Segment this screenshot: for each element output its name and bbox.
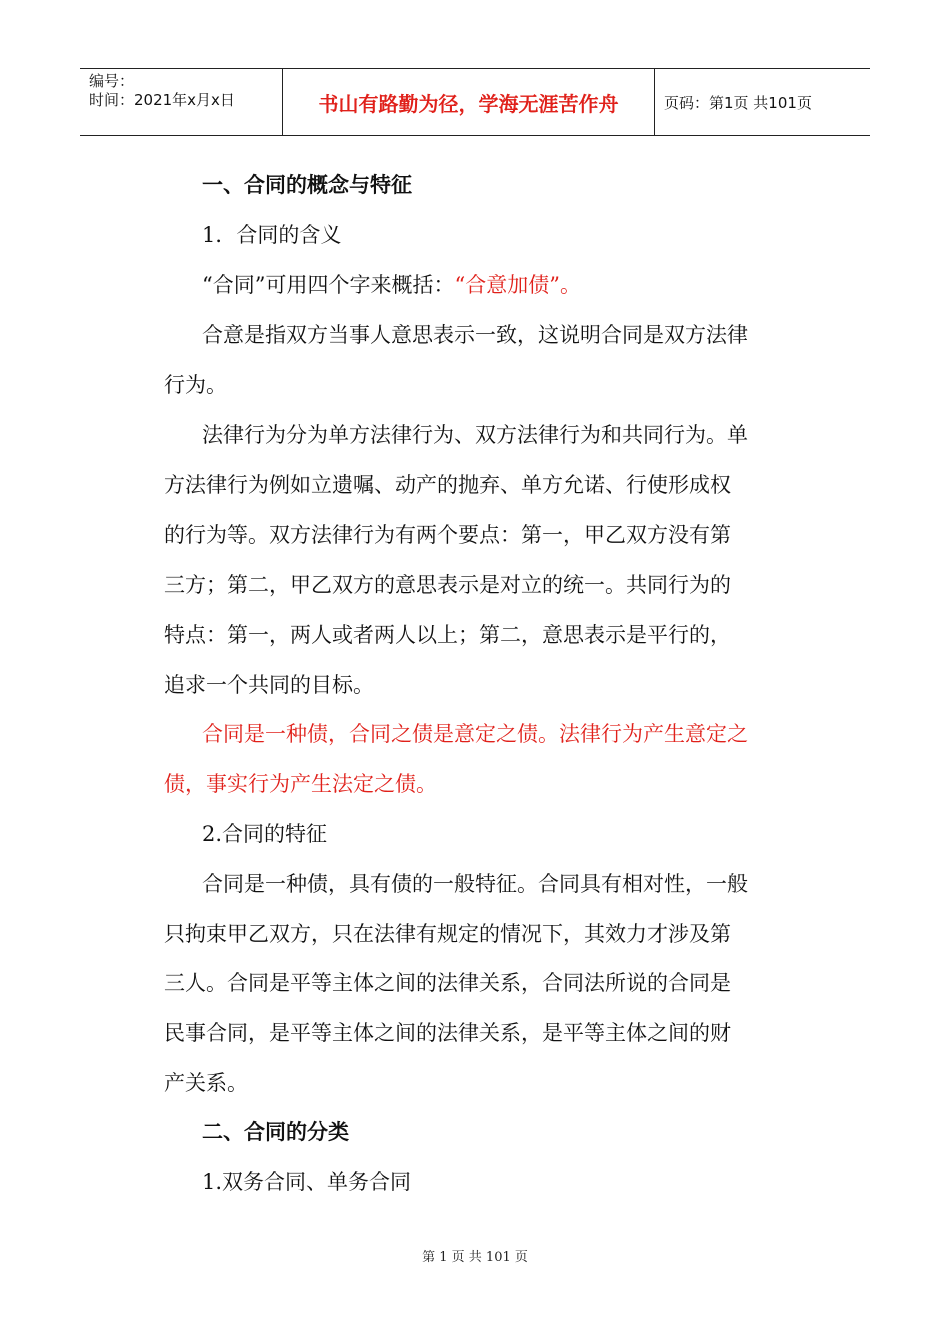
paragraph-2-line: 追求一个共同的目标。 [164, 673, 374, 697]
paragraph-3-line: 债，事实行为产生法定之债。 [164, 772, 437, 796]
paragraph-1-line: 合意是指双方当事人意思表示一致，这说明合同是双方法律 [202, 323, 748, 347]
number-label: 编号： [89, 72, 135, 90]
paragraph-1-line: 行为。 [164, 373, 227, 397]
quote-text: “合同”可用四个字来概括： [202, 273, 455, 297]
paragraph-4-line: 产关系。 [164, 1071, 248, 1095]
paragraph-4-line: 合同是一种债，具有债的一般特征。合同具有相对性，一般 [202, 872, 748, 896]
header-table [80, 68, 870, 136]
paragraph-2-line: 方法律行为例如立遗嘱、动产的抛弃、单方允诺、行使形成权 [164, 473, 731, 497]
quote-line [202, 271, 581, 299]
subsection-1-1-title: 1．合同的含义 [202, 223, 342, 247]
time-label: 时间：2021年x月x日 [89, 91, 235, 109]
subsection-2-1-title: 1.双务合同、单务合同 [202, 1170, 412, 1194]
header-meta-cell [80, 69, 283, 135]
paragraph-2-line: 特点：第一，两人或者两人以上；第二，意思表示是平行的， [164, 623, 731, 647]
paragraph-2-line: 法律行为分为单方法律行为、双方法律行为和共同行为。单 [202, 423, 748, 447]
paragraph-2-line: 三方；第二，甲乙双方的意思表示是对立的统一。共同行为的 [164, 573, 731, 597]
paragraph-4-line: 只拘束甲乙双方，只在法律有规定的情况下，其效力才涉及第 [164, 922, 731, 946]
paragraph-2-line: 的行为等。双方法律行为有两个要点：第一，甲乙双方没有第 [164, 523, 731, 547]
quote-highlight: “合意加债”。 [454, 273, 581, 297]
header-page-info: 页码：第1页 共101页 [664, 93, 812, 112]
header-slogan: 书山有路勤为径，学海无涯苦作舟 [283, 69, 655, 135]
section-1-title: 一、合同的概念与特征 [202, 173, 412, 197]
subsection-1-2-title: 2.合同的特征 [202, 822, 328, 846]
page-footer: 第 1 页 共 101 页 [422, 1250, 528, 1265]
section-2-title: 二、合同的分类 [202, 1120, 349, 1144]
paragraph-4-line: 民事合同，是平等主体之间的法律关系，是平等主体之间的财 [164, 1021, 731, 1045]
paragraph-4-line: 三人。合同是平等主体之间的法律关系，合同法所说的合同是 [164, 971, 731, 995]
paragraph-3-line: 合同是一种债，合同之债是意定之债。法律行为产生意定之 [202, 722, 748, 746]
